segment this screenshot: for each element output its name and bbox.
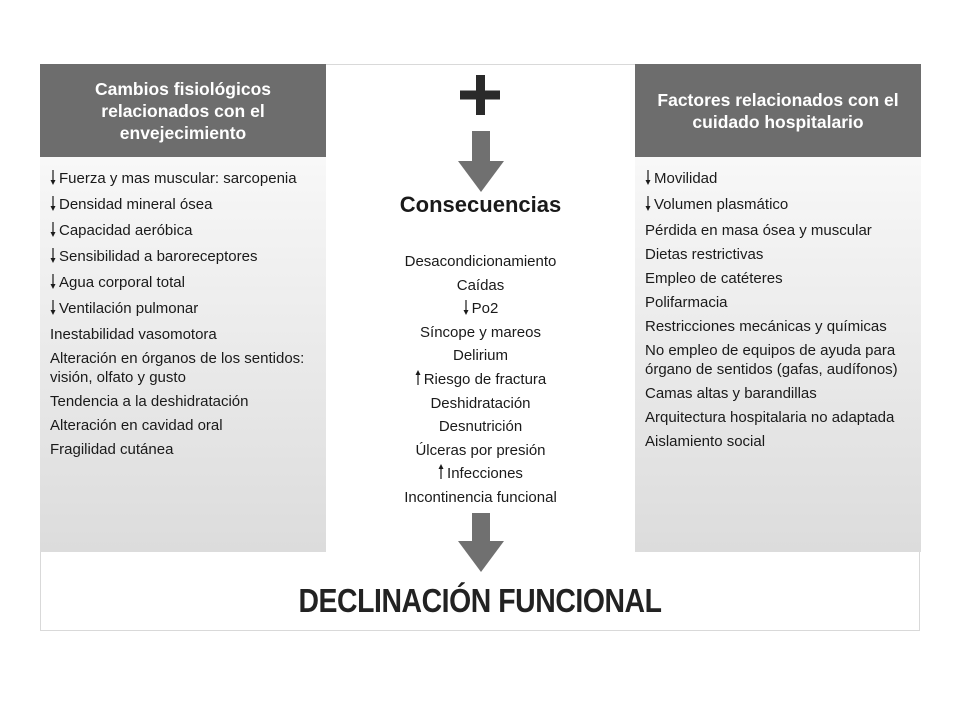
hospital-factors-title: Factores relacionados con el cuidado hospitalario bbox=[635, 64, 921, 157]
consequence-item-text: Delirium bbox=[452, 347, 508, 365]
consequences-title: Consecuencias bbox=[399, 192, 562, 217]
hospital-factor-item-text: Empleo de catéteres bbox=[645, 270, 783, 287]
arrow-down-icon bbox=[645, 195, 651, 211]
hospital-factor-item bbox=[645, 245, 921, 264]
consequence-item bbox=[328, 344, 633, 368]
physiological-change-item-text: Fuerza y mas muscular: sarcopenia bbox=[59, 170, 297, 187]
hospital-factor-item-text: Movilidad bbox=[654, 170, 718, 187]
hospital-factor-item-text: Aislamiento social bbox=[645, 433, 766, 450]
hospital-factor-item bbox=[645, 384, 921, 403]
arrow-down-icon bbox=[50, 195, 56, 211]
physiological-change-item-text: Ventilación pulmonar bbox=[59, 300, 199, 317]
consequence-item-text: Riesgo de fractura bbox=[423, 370, 547, 388]
physiological-change-item bbox=[50, 349, 326, 387]
hospital-factor-item-text: Camas altas y barandillas bbox=[645, 385, 817, 402]
physiological-changes-list bbox=[40, 157, 326, 459]
physiological-change-item bbox=[50, 392, 326, 411]
hospital-factor-item bbox=[645, 408, 921, 427]
arrow-down-icon bbox=[463, 299, 469, 315]
consequence-item-text: Úlceras por presión bbox=[415, 441, 546, 459]
physiological-change-item bbox=[50, 299, 326, 318]
arrow-down-icon bbox=[50, 169, 56, 185]
consequence-item-text: Síncope y mareos bbox=[420, 323, 541, 341]
physiological-changes-title: Cambios fisiológicos relacionados con el envejecimiento bbox=[40, 64, 326, 157]
physiological-change-item-text: Densidad mineral ósea bbox=[59, 196, 213, 213]
hospital-factor-item bbox=[645, 432, 921, 451]
consequence-item bbox=[328, 415, 633, 439]
hospital-factor-item bbox=[645, 293, 921, 312]
down-arrow-icon bbox=[458, 131, 504, 193]
hospital-factors-panel bbox=[635, 64, 921, 552]
physiological-change-item-text: Tendencia a la deshidratación bbox=[50, 393, 249, 410]
physiological-change-item bbox=[50, 416, 326, 435]
hospital-factor-item bbox=[645, 317, 921, 336]
physiological-change-item bbox=[50, 221, 326, 240]
consequence-item-text: Po2 bbox=[471, 300, 499, 318]
hospital-factor-item-text: Dietas restrictivas bbox=[645, 246, 764, 263]
consequence-item bbox=[328, 250, 633, 274]
hospital-factor-item bbox=[645, 221, 921, 240]
hospital-factor-item-text: Pérdida en masa ósea y muscular bbox=[645, 222, 872, 239]
arrow-up-icon bbox=[415, 370, 421, 386]
physiological-change-item-text: Sensibilidad a baroreceptores bbox=[59, 248, 258, 265]
physiological-change-item-text: Alteración en órganos de los sentidos: visión, olfato y gusto bbox=[50, 350, 305, 386]
arrow-down-icon bbox=[645, 169, 651, 185]
arrow-up-icon bbox=[438, 464, 444, 480]
consequence-item-text: Caídas bbox=[456, 276, 505, 294]
hospital-factor-item-text: Restricciones mecánicas y químicas bbox=[645, 318, 887, 335]
consequence-item-text: Incontinencia funcional bbox=[404, 488, 557, 506]
physiological-change-item-text: Capacidad aeróbica bbox=[59, 222, 193, 239]
consequence-item-text: Deshidratación bbox=[430, 394, 531, 412]
physiological-changes-panel bbox=[40, 64, 326, 552]
arrow-down-icon bbox=[50, 221, 56, 237]
down-arrow-icon bbox=[458, 513, 504, 573]
consequence-item bbox=[328, 274, 633, 298]
hospital-factor-item-text: Volumen plasmático bbox=[654, 196, 789, 213]
hospital-factor-item bbox=[645, 195, 921, 214]
consequence-item bbox=[328, 462, 633, 486]
consequence-item-text: Desacondicionamiento bbox=[404, 253, 557, 270]
physiological-change-item bbox=[50, 273, 326, 292]
hospital-factor-item bbox=[645, 169, 921, 188]
consequences-list bbox=[328, 250, 633, 510]
physiological-change-item bbox=[50, 440, 326, 459]
consequence-item bbox=[328, 297, 633, 321]
plus-icon bbox=[455, 70, 505, 120]
physiological-change-item bbox=[50, 325, 326, 344]
consequence-item-text: Desnutrición bbox=[438, 418, 523, 436]
arrow-down-icon bbox=[50, 273, 56, 289]
arrow-down-icon bbox=[50, 247, 56, 263]
physiological-change-item-text: Agua corporal total bbox=[59, 274, 185, 291]
physiological-change-item-text: Inestabilidad vasomotora bbox=[50, 326, 217, 343]
hospital-factor-item-text: Arquitectura hospitalaria no adaptada bbox=[645, 409, 895, 426]
hospital-factors-list bbox=[635, 157, 921, 451]
physiological-change-item bbox=[50, 247, 326, 266]
consequence-item-text: Infecciones bbox=[447, 465, 523, 483]
physiological-change-item-text: Alteración en cavidad oral bbox=[50, 417, 223, 434]
arrow-down-icon bbox=[50, 299, 56, 315]
functional-decline-title: DECLINACIÓN FUNCIONAL bbox=[298, 582, 662, 619]
hospital-factor-item-text: No empleo de equipos de ayuda para órgano de sentidos (gafas, audífonos) bbox=[645, 342, 898, 378]
physiological-change-item bbox=[50, 195, 326, 214]
consequence-item bbox=[328, 486, 633, 510]
consequence-item bbox=[328, 392, 633, 416]
consequence-item bbox=[328, 368, 633, 392]
physiological-change-item bbox=[50, 169, 326, 188]
physiological-change-item-text: Fragilidad cutánea bbox=[50, 441, 174, 458]
hospital-factor-item bbox=[645, 341, 921, 379]
hospital-factor-item bbox=[645, 269, 921, 288]
consequence-item bbox=[328, 439, 633, 463]
consequence-item bbox=[328, 321, 633, 345]
hospital-factor-item-text: Polifarmacia bbox=[645, 294, 728, 311]
